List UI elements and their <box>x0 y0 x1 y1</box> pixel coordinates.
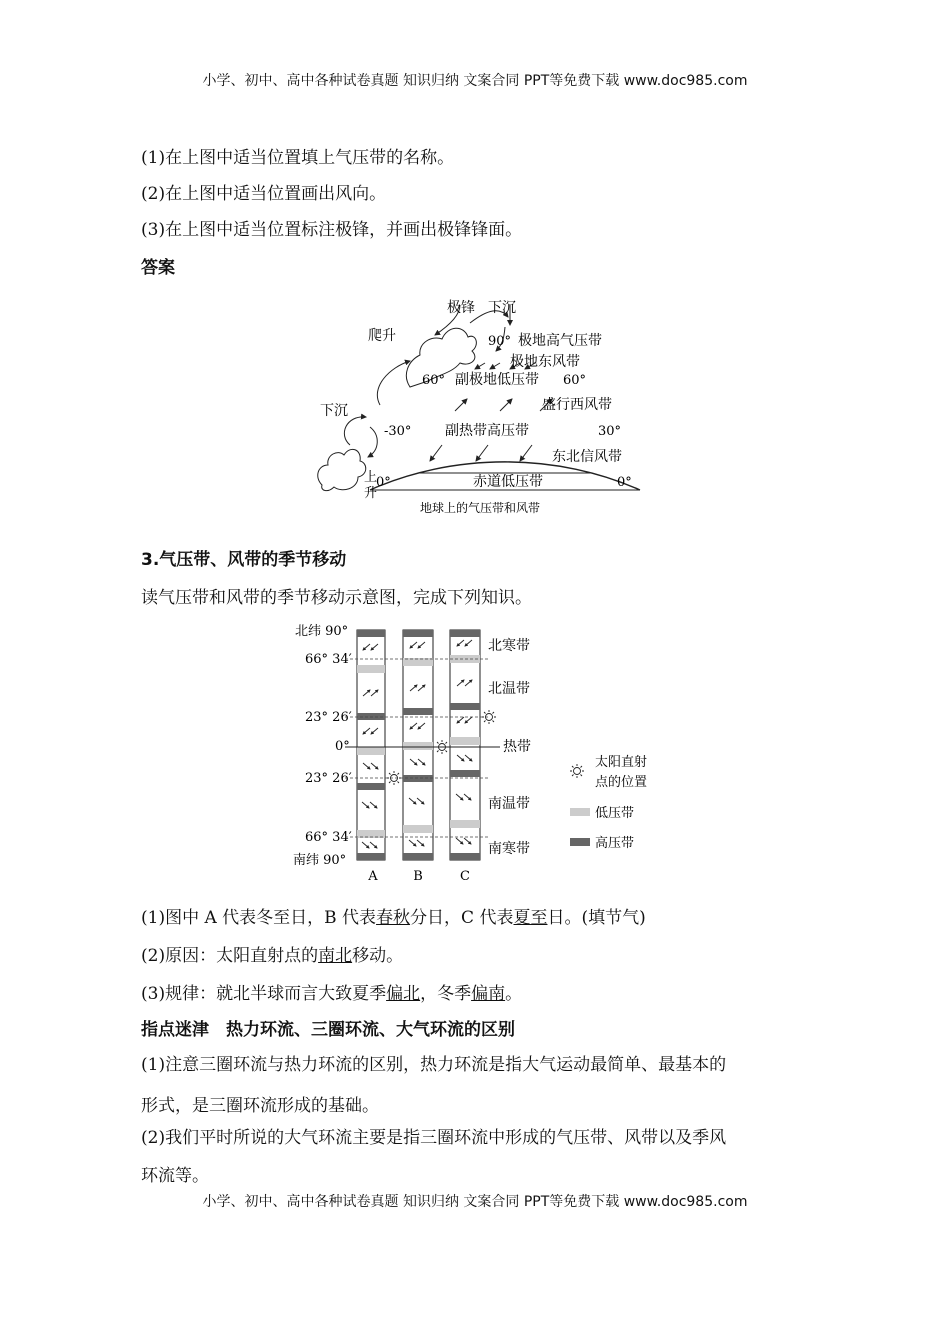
answer-q1: (1)图中 A 代表冬至日，B 代表春秋分日，C 代表夏至日。(填节气) <box>141 908 646 928</box>
column-b <box>403 630 433 860</box>
legend-high: 高压带 <box>595 836 635 851</box>
question-3: (3)在上图中适当位置标注极锋，并画出极锋锋面。 <box>141 220 523 240</box>
page-header: 小学、初中、高中各种试卷真题 知识归纳 文案合同 PPT等免费下载 www.doc985.com <box>202 73 748 89</box>
lat-n66: 66° 34′ <box>305 652 352 667</box>
column-c <box>450 630 480 860</box>
label-deg0-left: 0° <box>376 475 391 490</box>
pressure-wind-belt-diagram <box>310 295 650 520</box>
col-label-b: B <box>413 869 423 884</box>
zone-south-frigid: 南寒带 <box>488 841 530 857</box>
answer-q1-blank1: 春秋 <box>376 908 411 928</box>
col-label-a: A <box>368 869 378 884</box>
zone-tropical: 热带 <box>503 739 531 755</box>
label-deg30-left: -30° <box>384 424 412 439</box>
tip-p2-line2: 环流等。 <box>141 1166 209 1186</box>
answer-q2-blank: 南北 <box>318 946 353 966</box>
label-rise-2: 升 <box>364 486 378 501</box>
sun-marker-a <box>387 771 401 785</box>
fig1-caption: 地球上的气压带和风带 <box>419 501 541 515</box>
label-deg60-right: 60° <box>563 373 587 388</box>
legend-sun-1: 太阳直射 <box>595 755 648 770</box>
lat-s23: 23° 26′ <box>305 771 352 786</box>
sun-marker-c <box>482 710 496 724</box>
legend-high-swatch <box>570 838 590 846</box>
section3-title: 3.气压带、风带的季节移动 <box>141 550 347 570</box>
label-polar-front: 极锋 <box>447 300 475 316</box>
answer-q1-blank2: 夏至 <box>513 908 548 928</box>
section3-intro: 读气压带和风带的季节移动示意图，完成下列知识。 <box>141 588 532 608</box>
legend-sun-icon <box>570 764 584 778</box>
seasonal-movement-diagram <box>285 620 675 890</box>
lat-eq: 0° <box>335 739 350 754</box>
answer-label: 答案 <box>141 258 175 278</box>
legend-low: 低压带 <box>595 806 635 821</box>
zone-south-temperate: 南温带 <box>488 796 530 812</box>
label-subpolar-low: 副极地低压带 <box>455 372 539 388</box>
answer-q2: (2)原因：太阳直射点的南北移动。 <box>141 946 404 966</box>
label-deg30-right: 30° <box>598 424 622 439</box>
zone-north-frigid: 北寒带 <box>488 638 530 654</box>
page-footer: 小学、初中、高中各种试卷真题 知识归纳 文案合同 PPT等免费下载 www.doc985.com <box>202 1194 748 1210</box>
label-rise-1: 上 <box>364 470 378 485</box>
label-westerlies: 盛行西风带 <box>542 397 612 413</box>
tip-p1-line2: 形式，是三圈环流形成的基础。 <box>141 1096 379 1116</box>
label-deg90: 90° <box>488 334 512 349</box>
label-climb: 爬升 <box>368 328 396 344</box>
label-subtropical-high: 副热带高压带 <box>445 423 529 439</box>
label-polar-high: 极地高气压带 <box>518 333 602 349</box>
label-deg60-left: 60° <box>422 373 446 388</box>
tip-p1-line1: (1)注意三圈环流与热力环流的区别，热力环流是指大气运动最简单、最基本的 <box>141 1055 727 1075</box>
lat-n90: 北纬 90° <box>295 624 349 639</box>
answer-q3-blank1: 偏北 <box>386 984 421 1004</box>
column-a <box>357 630 385 860</box>
question-2: (2)在上图中适当位置画出风向。 <box>141 184 387 204</box>
label-equator-low: 赤道低压带 <box>473 474 543 490</box>
label-descend-left: 下沉 <box>320 403 348 419</box>
question-1: (1)在上图中适当位置填上气压带的名称。 <box>141 148 455 168</box>
lat-s66: 66° 34′ <box>305 830 352 845</box>
lat-n23: 23° 26′ <box>305 710 352 725</box>
label-polar-east: 极地东风带 <box>510 354 580 370</box>
rising-cloud <box>318 449 366 490</box>
tip-p2-line1: (2)我们平时所说的大气环流主要是指三圈环流中形成的气压带、风带以及季风 <box>141 1128 727 1148</box>
label-deg0-right: 0° <box>617 475 632 490</box>
legend-sun-2: 点的位置 <box>595 775 648 790</box>
label-descend-top: 下沉 <box>488 300 516 316</box>
answer-q3-blank2: 偏南 <box>471 984 506 1004</box>
answer-q3: (3)规律：就北半球而言大致夏季偏北，冬季偏南。 <box>141 984 523 1004</box>
legend-low-swatch <box>570 808 590 816</box>
label-ne-trade: 东北信风带 <box>552 449 622 465</box>
lat-s90: 南纬 90° <box>293 853 347 868</box>
zone-north-temperate: 北温带 <box>488 681 530 697</box>
tip-title: 指点迷津 热力环流、三圈环流、大气环流的区别 <box>141 1020 515 1040</box>
col-label-c: C <box>460 869 470 884</box>
